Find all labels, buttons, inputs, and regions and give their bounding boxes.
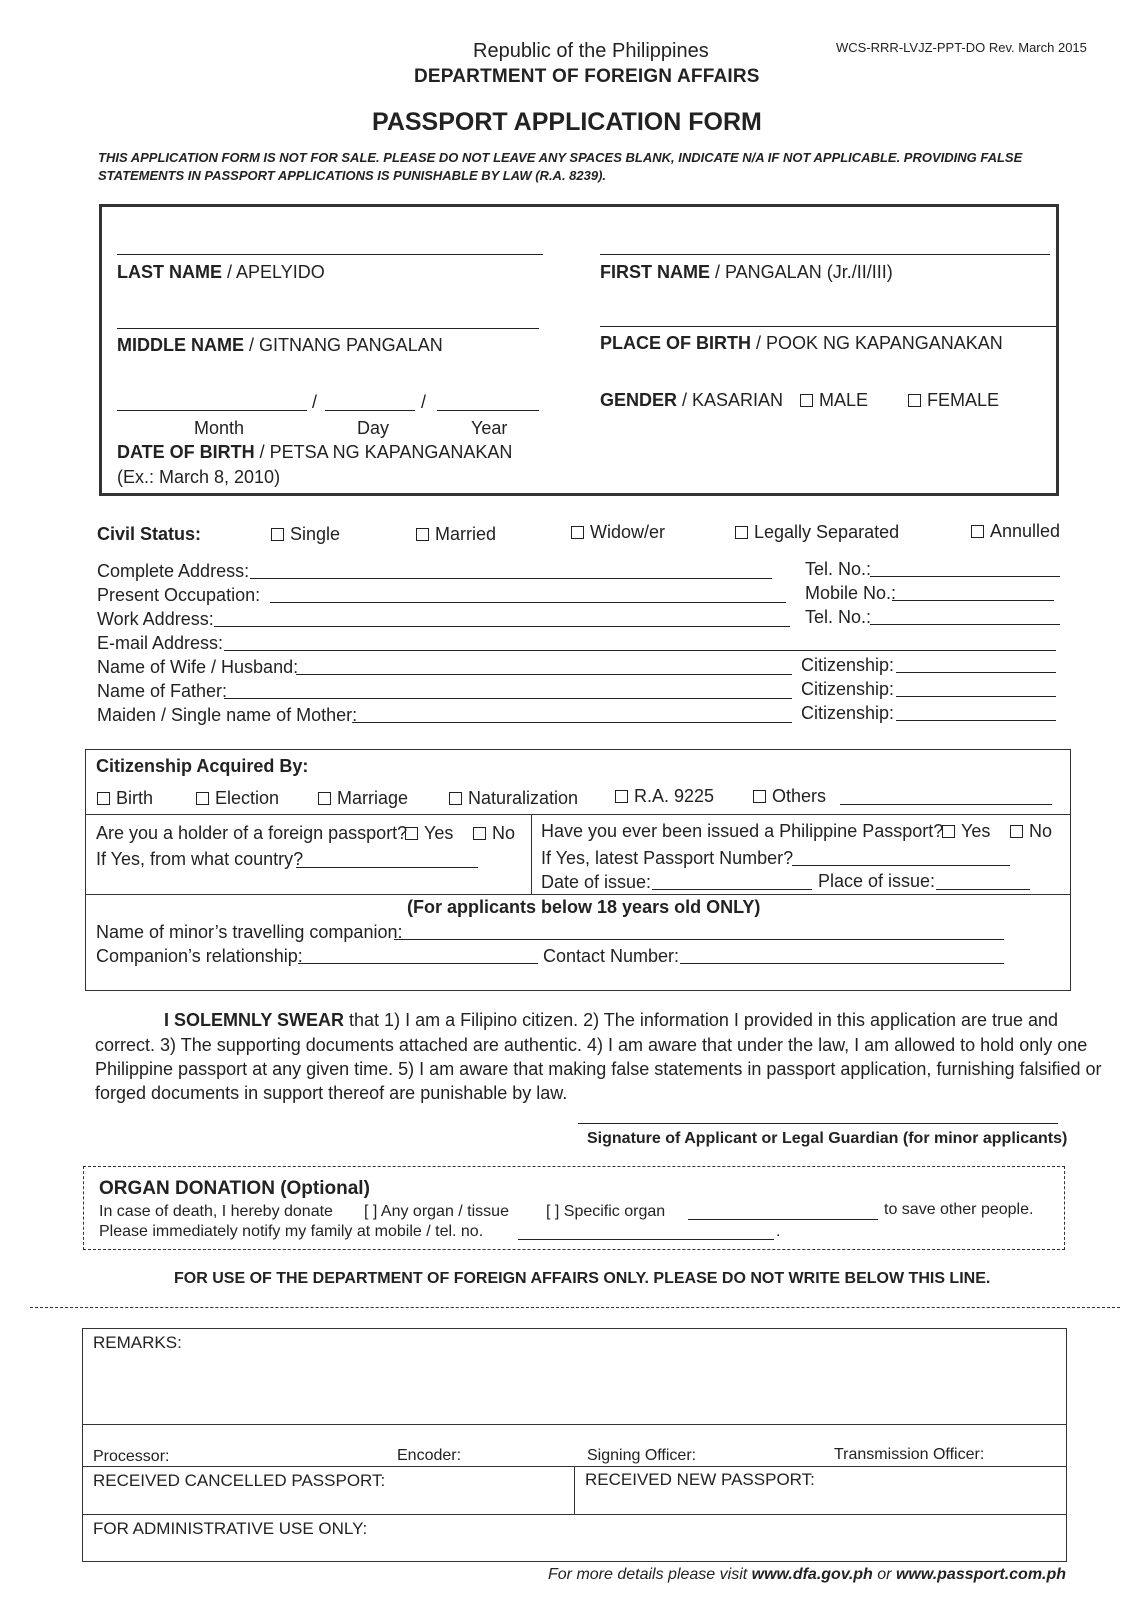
latest-passport-field[interactable]: [792, 865, 1010, 866]
female-checkbox[interactable]: [908, 394, 921, 407]
admin-use-label: FOR ADMINISTRATIVE USE ONLY:: [93, 1519, 368, 1538]
divider-citizenship: [85, 814, 1070, 815]
received-new-label: RECEIVED NEW PASSPORT:: [585, 1470, 815, 1489]
foreign-passport-question: Are you a holder of a foreign passport?: [96, 823, 408, 843]
citizenship-ra9225[interactable]: R.A. 9225: [615, 786, 714, 807]
received-divider-vertical: [574, 1466, 575, 1514]
father-citizenship-field[interactable]: [896, 696, 1056, 697]
citizenship-birth[interactable]: Birth: [97, 788, 153, 809]
present-occupation-label: Present Occupation:: [97, 585, 261, 605]
minor-heading: (For applicants below 18 years old ONLY): [407, 897, 761, 917]
legally-separated-checkbox[interactable]: [735, 526, 748, 539]
father-label: Name of Father:: [97, 681, 228, 701]
passport-website-link[interactable]: www.passport.com.ph: [895, 1566, 1067, 1583]
organ-line-1-end: to save other people.: [884, 1201, 1034, 1218]
received-cancelled-label: RECEIVED CANCELLED PASSPORT:: [93, 1471, 386, 1490]
dob-year-field[interactable]: [437, 410, 539, 411]
specific-organ-field[interactable]: [688, 1219, 878, 1220]
dob-example: (Ex.: March 8, 2010): [117, 467, 281, 487]
foreign-country-field[interactable]: [296, 867, 478, 868]
mobile-no-label: Mobile No.:: [805, 583, 897, 603]
mother-label: Maiden / Single name of Mother:: [97, 705, 358, 725]
ph-passport-no[interactable]: No: [1010, 821, 1052, 842]
work-address-field[interactable]: [214, 626, 790, 627]
notice-line-1: THIS APPLICATION FORM IS NOT FOR SALE. PLEASE DO NOT LEAVE ANY SPACES BLANK, INDICATE N/A IF NOT APPLICABLE. PROVIDING FALSE: [98, 150, 1023, 165]
foreign-yes-checkbox[interactable]: [405, 827, 418, 840]
last-name-field[interactable]: [117, 254, 543, 255]
oath-line-4: forged documents in support thereof are punishable by law.: [95, 1083, 568, 1103]
do-not-write-line: [30, 1307, 1120, 1308]
last-name-label: LAST NAME / APELYIDO: [117, 262, 325, 282]
processor-label: Processor:: [93, 1448, 170, 1465]
foreign-passport-yes[interactable]: Yes: [405, 823, 453, 844]
companion-label: Name of minor’s travelling companion:: [96, 922, 403, 942]
form-code: WCS-RRR-LVJZ-PPT-DO Rev. March 2015: [836, 40, 1087, 55]
dob-label: DATE OF BIRTH / PETSA NG KAPANGANAKAN: [117, 442, 513, 462]
oath-line-2: correct. 3) The supporting documents attached are authentic. 4) I am aware that under the law, I am allowed to hold only one: [95, 1035, 1088, 1055]
gender-female-option[interactable]: FEMALE: [908, 390, 999, 411]
divider-passport-columns: [531, 814, 532, 894]
tel-no-field-1[interactable]: [870, 576, 1060, 577]
department-header: DEPARTMENT OF FOREIGN AFFAIRS: [414, 66, 760, 87]
ph-passport-question: Have you ever been issued a Philippine Passport?: [541, 821, 944, 841]
foreign-no-checkbox[interactable]: [473, 827, 486, 840]
complete-address-label: Complete Address:: [97, 561, 250, 581]
contact-number-label: Contact Number:: [543, 946, 680, 966]
contact-number-field[interactable]: [680, 963, 1004, 964]
dob-year-label: Year: [471, 418, 508, 438]
organ-line-2-period: .: [776, 1223, 781, 1240]
mother-field[interactable]: [352, 722, 792, 723]
dob-slash-1: /: [312, 392, 318, 412]
single-checkbox[interactable]: [271, 528, 284, 541]
tel-no-field-2[interactable]: [870, 624, 1060, 625]
republic-header: Republic of the Philippines: [473, 40, 709, 62]
place-of-birth-field[interactable]: [600, 326, 1056, 327]
mother-citizenship-field[interactable]: [896, 720, 1056, 721]
citizenship-election[interactable]: Election: [196, 788, 279, 809]
signature-label: Signature of Applicant or Legal Guardian (for minor applicants): [587, 1130, 1068, 1147]
organ-donation-title: ORGAN DONATION (Optional): [99, 1178, 370, 1199]
father-field[interactable]: [224, 698, 792, 699]
foreign-passport-no[interactable]: No: [473, 823, 515, 844]
ph-passport-yes[interactable]: Yes: [942, 821, 990, 842]
civil-status-annulled[interactable]: Annulled: [971, 521, 1060, 542]
gender-label: GENDER / KASARIAN: [600, 390, 784, 410]
dob-day-field[interactable]: [325, 410, 415, 411]
annulled-checkbox[interactable]: [971, 525, 984, 538]
organ-line-2: Please immediately notify my family at mobile / tel. no.: [99, 1223, 484, 1240]
civil-status-widower[interactable]: Widow/er: [571, 522, 665, 543]
married-checkbox[interactable]: [416, 528, 429, 541]
divider-minor: [85, 894, 1070, 895]
date-issue-label: Date of issue:: [541, 872, 652, 892]
place-of-birth-label: PLACE OF BIRTH / POOK NG KAPANGANAKAN: [600, 333, 1003, 353]
oath-line-3: Philippine passport at any given time. 5) I am aware that making false statements in passport application, furnishing falsified or: [95, 1059, 1102, 1079]
dob-month-label: Month: [194, 418, 245, 438]
latest-passport-label: If Yes, latest Passport Number?: [541, 848, 794, 868]
page-title: PASSPORT APPLICATION FORM: [372, 108, 762, 136]
marriage-checkbox[interactable]: [318, 792, 331, 805]
spouse-citizenship-field[interactable]: [896, 672, 1056, 673]
election-checkbox[interactable]: [196, 792, 209, 805]
mobile-no-field[interactable]: [892, 600, 1054, 601]
companion-field[interactable]: [394, 939, 1004, 940]
encoder-label: Encoder:: [397, 1447, 462, 1464]
dob-month-field[interactable]: [117, 410, 307, 411]
present-occupation-field[interactable]: [270, 602, 786, 603]
signing-officer-label: Signing Officer:: [587, 1447, 697, 1464]
spouse-label: Name of Wife / Husband:: [97, 657, 299, 677]
civil-status-married[interactable]: Married: [416, 524, 496, 545]
notify-mobile-field[interactable]: [518, 1239, 774, 1240]
email-label: E-mail Address:: [97, 633, 224, 653]
citizenship-others[interactable]: Others: [753, 786, 826, 807]
remarks-label: REMARKS:: [93, 1333, 182, 1352]
ph-yes-checkbox[interactable]: [942, 825, 955, 838]
first-name-label: FIRST NAME / PANGALAN (Jr./II/III): [600, 262, 893, 282]
ph-no-checkbox[interactable]: [1010, 825, 1023, 838]
foreign-country-label: If Yes, from what country?: [96, 849, 304, 869]
ra9225-checkbox[interactable]: [615, 790, 628, 803]
spouse-field[interactable]: [296, 674, 792, 675]
notice-line-2: STATEMENTS IN PASSPORT APPLICATIONS IS PUNISHABLE BY LAW (R.A. 8239).: [98, 168, 607, 183]
middle-name-field[interactable]: [117, 328, 539, 329]
citizenship-naturalization[interactable]: Naturalization: [449, 788, 578, 809]
mother-citizenship-label: Citizenship:: [801, 703, 895, 723]
dfa-only-notice: FOR USE OF THE DEPARTMENT OF FOREIGN AFFAIRS ONLY. PLEASE DO NOT WRITE BELOW THIS LINE.: [174, 1270, 991, 1287]
dfa-website-link[interactable]: www.dfa.gov.ph: [751, 1566, 873, 1583]
relationship-field[interactable]: [298, 963, 538, 964]
remarks-divider: [82, 1424, 1066, 1425]
civil-status-label: Civil Status:: [97, 524, 202, 544]
citizenship-marriage[interactable]: Marriage: [318, 788, 408, 809]
organ-line-1-intro: In case of death, I hereby donate: [99, 1203, 333, 1220]
gender-male-option[interactable]: MALE: [800, 390, 868, 411]
citizenship-acquired-label: Citizenship Acquired By:: [96, 756, 309, 776]
relationship-label: Companion’s relationship:: [96, 946, 303, 966]
transmission-officer-label: Transmission Officer:: [834, 1446, 985, 1463]
place-issue-field[interactable]: [936, 889, 1030, 890]
tel-no-label-2: Tel. No.:: [805, 607, 872, 627]
oath-line-1: I SOLEMNLY SWEAR that 1) I am a Filipino citizen. 2) The information I provided in this application are true and: [164, 1010, 1059, 1030]
email-field[interactable]: [224, 650, 1056, 651]
middle-name-label: MIDDLE NAME / GITNANG PANGALAN: [117, 335, 443, 355]
civil-status-single[interactable]: Single: [271, 524, 340, 545]
birth-checkbox[interactable]: [97, 792, 110, 805]
spouse-citizenship-label: Citizenship:: [801, 655, 895, 675]
dob-slash-2: /: [421, 392, 427, 412]
place-issue-label: Place of issue:: [818, 871, 936, 891]
any-organ-option[interactable]: [ ] Any organ / tissue: [364, 1203, 509, 1220]
first-name-field[interactable]: [600, 254, 1050, 255]
father-citizenship-label: Citizenship:: [801, 679, 895, 699]
widower-checkbox[interactable]: [571, 526, 584, 539]
naturalization-checkbox[interactable]: [449, 792, 462, 805]
footer-text: For more details please visit www.dfa.gov.ph or www.passport.com.ph: [548, 1566, 1067, 1583]
complete-address-field[interactable]: [250, 578, 772, 579]
specific-organ-option[interactable]: [ ] Specific organ: [546, 1203, 666, 1220]
others-field[interactable]: [840, 804, 1052, 805]
date-issue-field[interactable]: [652, 889, 812, 890]
tel-no-label-1: Tel. No.:: [805, 559, 872, 579]
others-checkbox[interactable]: [753, 790, 766, 803]
received-divider: [82, 1514, 1066, 1515]
civil-status-legally-separated[interactable]: Legally Separated: [735, 522, 899, 543]
male-checkbox[interactable]: [800, 394, 813, 407]
signature-line[interactable]: [578, 1123, 1058, 1124]
dob-day-label: Day: [357, 418, 390, 438]
work-address-label: Work Address:: [97, 609, 214, 629]
